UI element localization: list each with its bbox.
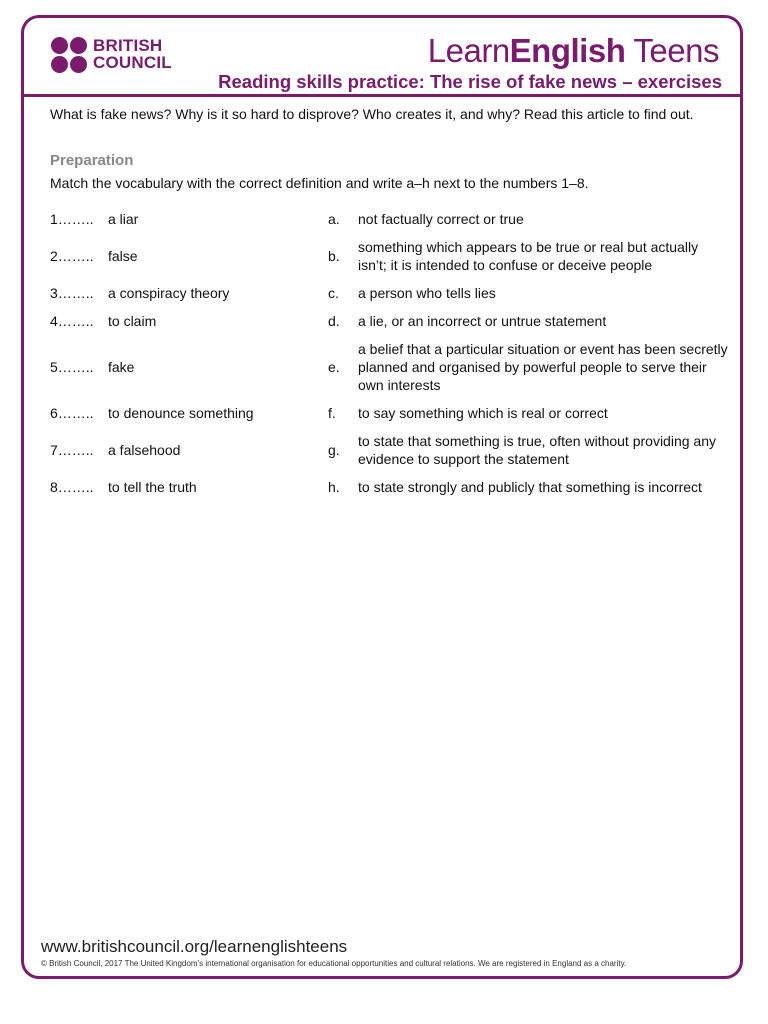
- logo-learn: Learn: [427, 32, 510, 69]
- logo-english: English: [509, 32, 626, 69]
- logo-dots-icon: [51, 37, 89, 73]
- matching-row: [50, 284, 730, 302]
- vocabulary-term: to denounce something: [108, 405, 254, 421]
- vocabulary-term: fake: [108, 359, 135, 375]
- logo-dot: [70, 56, 87, 73]
- logo-line-2: COUNCIL: [93, 53, 172, 72]
- vocabulary-matching-table: [50, 210, 730, 506]
- definition-text: to say something which is real or correct: [358, 405, 608, 421]
- logo-wordmark: [93, 37, 172, 71]
- definition-text: not factually correct or true: [358, 211, 524, 227]
- logo-dot: [51, 56, 68, 73]
- matching-row: [50, 312, 730, 330]
- matching-row: [50, 432, 730, 468]
- header-divider: [21, 94, 743, 97]
- matching-row: [50, 404, 730, 422]
- definition-text: a belief that a particular situation or event has been secretly planned and organised by powerful people to serve their own interests: [358, 341, 728, 393]
- item-number[interactable]: 7……..: [50, 442, 94, 458]
- vocabulary-term: a conspiracy theory: [108, 285, 230, 301]
- item-number[interactable]: 6……..: [50, 405, 94, 421]
- footer-copyright: © British Council, 2017 The United Kingdom’s international organisation for educational opportunities and cultural relations. We are registered in England as a charity.: [41, 959, 627, 968]
- logo-teens: Teens: [625, 32, 719, 69]
- british-council-logo: [51, 37, 181, 73]
- definition-text: to state that something is true, often without providing any evidence to support the statement: [358, 433, 716, 467]
- definition-text: to state strongly and publicly that something is incorrect: [358, 479, 702, 495]
- item-number[interactable]: 2……..: [50, 248, 94, 264]
- matching-row: [50, 340, 730, 394]
- vocabulary-term: to tell the truth: [108, 479, 197, 495]
- matching-row: [50, 238, 730, 274]
- definition-text: something which appears to be true or real but actually isn’t; it is intended to confuse or deceive people: [358, 239, 699, 273]
- section-heading: Preparation: [50, 152, 134, 169]
- definition-letter: e.: [328, 359, 340, 375]
- footer-url: www.britishcouncil.org/learnenglishteens: [41, 937, 348, 956]
- matching-row: [50, 478, 730, 496]
- item-number[interactable]: 4……..: [50, 313, 94, 329]
- learnenglish-teens-logo: [428, 32, 719, 70]
- logo-line-1: BRITISH: [93, 36, 163, 55]
- definition-letter: a.: [328, 211, 340, 227]
- definition-letter: d.: [328, 313, 340, 329]
- definition-letter: f.: [328, 405, 336, 421]
- item-number[interactable]: 5……..: [50, 359, 94, 375]
- definition-letter: g.: [328, 442, 340, 458]
- logo-dot: [70, 37, 87, 54]
- logo-dot: [51, 37, 68, 54]
- vocabulary-term: a falsehood: [108, 442, 181, 458]
- instructions-text: Match the vocabulary with the correct definition and write a–h next to the numbers 1–8.: [50, 175, 589, 191]
- definition-text: a person who tells lies: [358, 285, 496, 301]
- vocabulary-term: false: [108, 248, 138, 264]
- item-number[interactable]: 3……..: [50, 285, 94, 301]
- vocabulary-term: a liar: [108, 211, 139, 227]
- matching-row: [50, 210, 730, 228]
- item-number[interactable]: 1……..: [50, 211, 94, 227]
- vocabulary-term: to claim: [108, 313, 157, 329]
- definition-letter: c.: [328, 285, 339, 301]
- page-title: Reading skills practice: The rise of fake news – exercises: [218, 71, 722, 92]
- definition-letter: b.: [328, 248, 340, 264]
- definition-text: a lie, or an incorrect or untrue statement: [358, 313, 607, 329]
- intro-text: What is fake news? Why is it so hard to disprove? Who creates it, and why? Read this article to find out.: [50, 106, 694, 122]
- item-number[interactable]: 8……..: [50, 479, 94, 495]
- definition-letter: h.: [328, 479, 340, 495]
